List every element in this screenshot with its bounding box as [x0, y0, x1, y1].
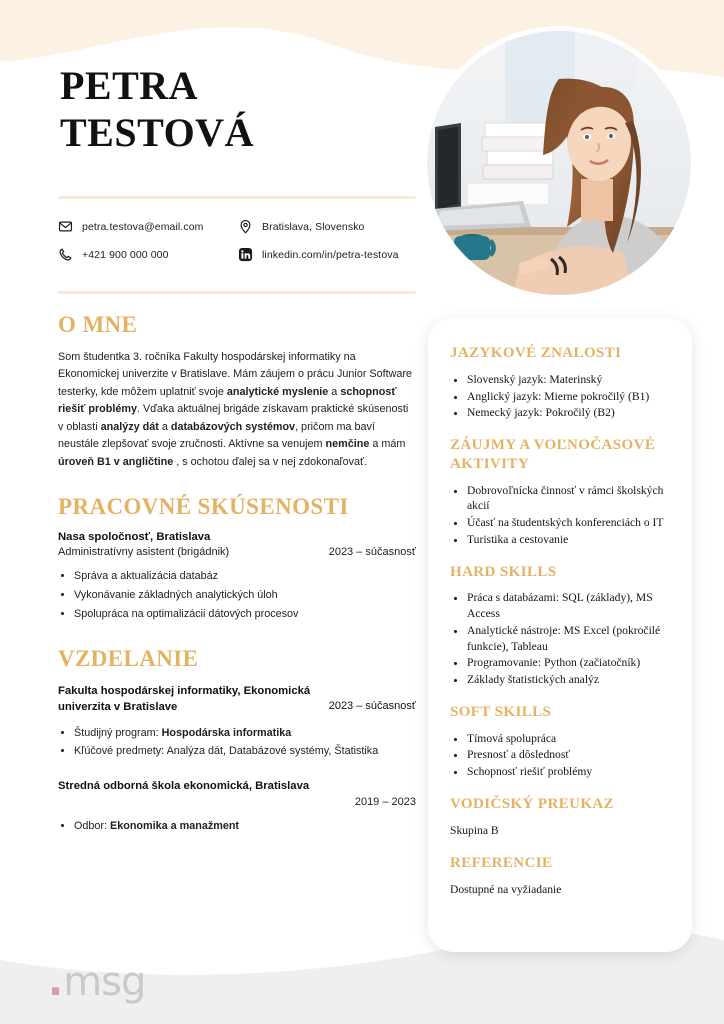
education-entry — [58, 683, 416, 761]
contact-location — [238, 219, 430, 234]
profile-photo — [427, 31, 691, 295]
list-item: • Dobrovoľnícka činnosť v rámci školských akcií — [467, 483, 672, 515]
sidebar-section-interests — [450, 436, 672, 548]
education-dates: 2019 – 2023 — [354, 796, 416, 809]
list-item: • Účasť na študentských konferenciách o IT — [467, 515, 672, 531]
linkedin-icon — [238, 247, 253, 262]
contact-block — [58, 219, 430, 262]
list-item: • Študijný program: Hospodárska informatika — [74, 725, 416, 742]
sidebar-title-hard-skills: HARD SKILLS — [450, 563, 557, 580]
education-school: Fakulta hospodárskej informatiky, Ekonomická univerzita v Bratislave — [58, 684, 311, 713]
contact-linkedin-text: linkedin.com/in/petra-testova — [262, 248, 399, 261]
header-divider-bottom — [58, 291, 416, 294]
list-item: • Tímová spolupráca — [467, 731, 672, 747]
section-title-education: VZDELANIE — [58, 645, 199, 671]
sidebar-section-drivers-licence — [450, 795, 672, 839]
education-bullets — [74, 725, 416, 760]
main-content-column — [58, 312, 416, 837]
msg-logo — [48, 959, 146, 1005]
experience-role: Administratívny asistent (brigádnik) — [58, 546, 230, 559]
last-name: TESTOVÁ — [60, 110, 254, 156]
envelope-icon — [58, 219, 73, 234]
sidebar-title-languages: JAZYKOVÉ ZNALOSTI — [450, 345, 622, 361]
sidebar-title-interests: ZÁUJMY A VOĽNOČASOVÉ AKTIVITY — [450, 437, 656, 472]
sidebar-title-drivers-licence: VODIČSKÝ PREUKAZ — [450, 796, 615, 812]
section-education — [58, 646, 416, 835]
sidebar-section-hard-skills — [450, 563, 672, 688]
logo-dot: . — [48, 959, 64, 1005]
list-item: • Správa a aktualizácia databáz — [74, 568, 416, 585]
experience-company: Nasa spoločnosť, Bratislava — [58, 531, 211, 544]
sidebar-section-references — [450, 854, 672, 898]
list-item: • Vykonávanie základných analytických úloh — [74, 587, 416, 604]
education-dates: 2023 – súčasnosť — [328, 700, 416, 713]
logo-wordmark: msg — [63, 959, 146, 1005]
education-entry — [58, 778, 416, 835]
about-paragraph: Som študentka 3. ročníka Fakulty hospodárskej informatiky na Ekonomickej univerzite v Bratislave. Mám záujem o prácu Junior Software testerky, kde môžem uplatniť svoje analytické myslenie a schopnosť riešiť problémy. Vďaka aktuálnej brigáde získavam praktické skúsenosti v oblasti analýzy dát a databázových systémov, pričom ma baví neustále zlepšovať svoje zručnosti. Aktívne sa venujem nemčine a mám úroveň B1 v angličtine , s ochotou ďalej sa v nej zdokonaľovať. — [58, 351, 413, 468]
phone-icon — [58, 247, 73, 262]
sidebar-title-references: REFERENCIE — [450, 854, 553, 871]
header-divider-top — [58, 196, 416, 199]
section-about — [58, 312, 416, 471]
contact-phone[interactable] — [58, 247, 238, 262]
list-item: • Presnosť a dôslednosť — [467, 747, 672, 763]
drivers-licence-value: Skupina B — [450, 823, 499, 837]
list-item: • Anglický jazyk: Mierne pokročilý (B1) — [467, 389, 672, 405]
education-school: Stredná odborná škola ekonomická, Bratislava — [58, 780, 310, 793]
education-bullets — [74, 818, 416, 835]
list-item: • Schopnosť riešiť problémy — [467, 764, 672, 780]
first-name: PETRA — [60, 63, 199, 108]
section-experience — [58, 494, 416, 622]
experience-bullets — [74, 568, 416, 622]
list-item: • Nemecký jazyk: Pokročilý (B2) — [467, 405, 672, 421]
list-item: • Spolupráca na optimalizácii dátových procesov — [74, 606, 416, 623]
sidebar-title-soft-skills: SOFT SKILLS — [450, 703, 552, 720]
experience-dates: 2023 – súčasnosť — [328, 546, 416, 559]
sidebar-list-languages — [467, 372, 672, 421]
section-title-experience: PRACOVNÉ SKÚSENOSTI — [58, 494, 349, 520]
list-item: • Kľúčové predmety: Analýza dát, Databázové systémy, Štatistika — [74, 743, 416, 760]
page-title — [60, 62, 420, 156]
section-title-about: O MNE — [58, 312, 138, 337]
list-item: • Slovenský jazyk: Materinský — [467, 372, 672, 388]
contact-linkedin[interactable] — [238, 247, 430, 262]
contact-email-text: petra.testova@email.com — [82, 220, 204, 233]
contact-email[interactable] — [58, 219, 238, 234]
list-item: • Analytické nástroje: MS Excel (pokročilé funkcie), Tableau — [467, 623, 672, 655]
sidebar-list-soft-skills — [467, 731, 672, 780]
sidebar-list-hard-skills — [467, 590, 672, 688]
list-item: • Práca s databázami: SQL (základy), MS Access — [467, 590, 672, 622]
contact-phone-text: +421 900 000 000 — [82, 248, 169, 261]
sidebar-section-soft-skills — [450, 703, 672, 780]
list-item: • Základy štatistických analýz — [467, 672, 672, 688]
references-value: Dostupné na vyžiadanie — [450, 882, 562, 896]
sidebar-section-languages — [450, 344, 672, 421]
list-item: • Programovanie: Python (začiatočník) — [467, 655, 672, 671]
experience-entry — [58, 531, 416, 622]
list-item: • Odbor: Ekonomika a manažment — [74, 818, 416, 835]
sidebar-card — [428, 318, 692, 952]
location-pin-icon — [238, 219, 253, 234]
contact-location-text: Bratislava, Slovensko — [262, 220, 365, 233]
sidebar-list-interests — [467, 483, 672, 548]
profile-photo-illustration — [427, 31, 691, 295]
list-item: • Turistika a cestovanie — [467, 532, 672, 548]
